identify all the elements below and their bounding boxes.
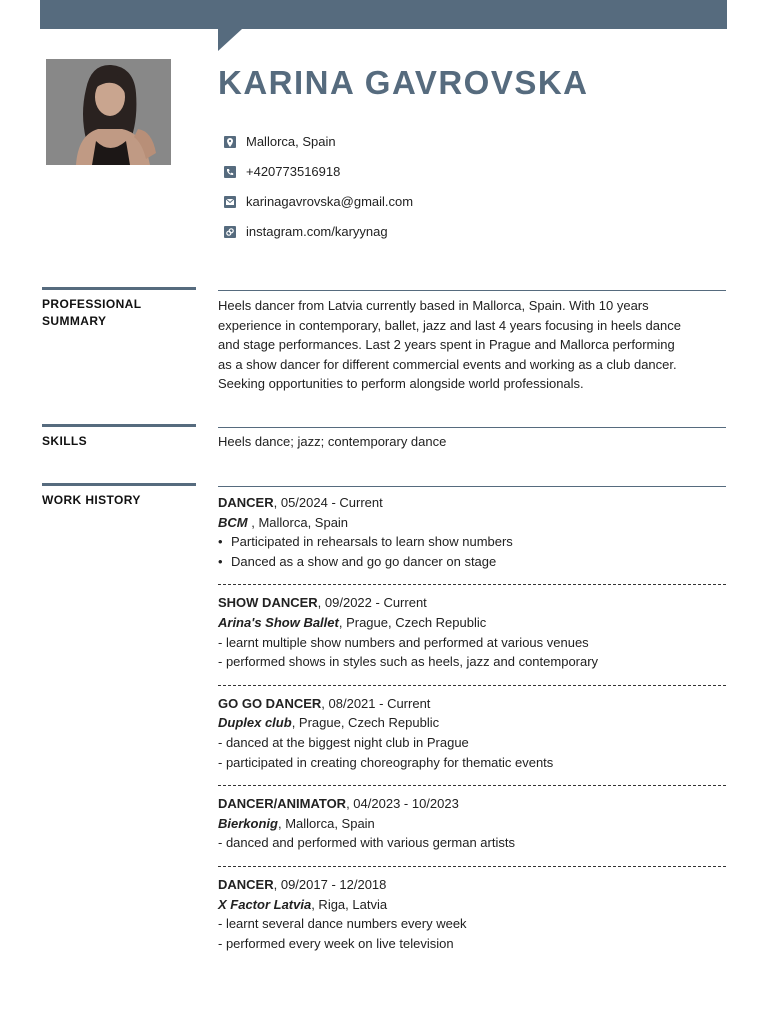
job-heading [218,593,726,613]
header-bar [40,0,727,29]
job-employer: Bierkonig [218,815,278,831]
job-heading [218,493,726,513]
summary-label-bar [42,287,196,290]
job-divider [218,584,726,585]
summary-line: as a show dancer for different commercial events and working as a club dancer. [218,356,677,372]
job-divider [218,785,726,786]
job-title: DANCER [218,495,274,510]
job-title: DANCER [218,876,274,892]
job-bullet-text: - learnt several dance numbers every week [218,916,467,932]
summary-line: Seeking opportunities to perform alongside world professionals. [218,376,584,391]
profile-photo [46,59,171,165]
job-employer-line [218,895,726,915]
job-location: , Mallorca, Spain [247,514,349,530]
contact-list [224,134,413,254]
job-bullet-text: - participated in creating choreography for thematic events [218,754,554,770]
job-employer: BCM [218,514,248,530]
link-icon [224,226,236,238]
job-bullet-text: - learnt multiple show numbers and performed at various venues [218,634,589,650]
job-dates: , 09/2022 - Current [317,595,427,611]
job-bullet-text: - performed every week on live television [218,935,454,951]
job-title: DANCER/ANIMATOR [218,796,347,812]
summary-divider [218,290,726,291]
job-bullet-text: Danced as a show and go go dancer on stage [231,553,497,569]
summary-heading-line2: SUMMARY [42,314,107,328]
job-entry [218,493,726,571]
job-heading [218,794,726,814]
work-history-list [218,493,726,953]
bullet-icon: • [218,553,223,569]
job-title: SHOW DANCER [218,595,318,611]
skills-divider [218,427,726,428]
job-entry [218,593,726,671]
job-dates: , 05/2024 - Current [273,495,383,510]
bullet-icon: • [218,534,223,550]
job-bullet-text: Participated in rehearsals to learn show numbers [231,534,513,550]
envelope-icon [224,196,236,208]
skills-label-bar [42,424,196,427]
contact-location [224,134,413,164]
job-location: , Riga, Latvia [311,896,388,912]
job-bullet-text: - danced at the biggest night club in Prague [218,734,469,750]
job-employer-line [218,513,726,533]
job-employer-line [218,713,726,733]
contact-website[interactable] [224,224,413,254]
contact-email[interactable] [224,194,413,224]
contact-phone [224,164,413,194]
job-location: , Prague, Czech Republic [338,614,487,630]
skills-heading: SKILLS [42,434,88,448]
job-bullet [218,552,726,572]
job-employer: Arina's Show Ballet [218,614,339,630]
job-employer-line [218,613,726,633]
header-notch [218,29,242,51]
summary-line: experience in contemporary, ballet, jazz and last 4 years focusing in heels dance [218,317,681,333]
job-bullet-text: - danced and performed with various german artists [218,835,515,851]
job-bullet-text: - performed shows in styles such as heels, jazz and contemporary [218,654,599,670]
job-heading [218,875,726,895]
summary-line: and stage performances. Last 2 years spent in Prague and Mallorca performing [218,337,675,352]
contact-phone-text: +420773516918 [246,164,341,179]
job-entry [218,875,726,953]
job-employer: Duplex club [218,715,292,731]
job-title: GO GO DANCER [218,695,322,711]
job-employer-line [218,814,726,834]
job-dates: , 08/2021 - Current [321,695,431,711]
work-label-bar [42,483,196,486]
job-divider [218,685,726,686]
job-heading [218,694,726,714]
candidate-name: KARINA GAVROVSKA [218,64,589,101]
summary-text [218,296,728,394]
job-bullet [218,532,726,552]
job-divider [218,866,726,867]
skills-text: Heels dance; jazz; contemporary dance [218,434,447,449]
job-location: , Mallorca, Spain [277,815,375,831]
summary-heading-line1: PROFESSIONAL [42,297,142,311]
summary-heading [42,296,192,330]
job-entry [218,694,726,772]
job-location: , Prague, Czech Republic [291,715,440,731]
summary-line: Heels dancer from Latvia currently based in Mallorca, Spain. With 10 years [218,298,649,313]
contact-location-text: Mallorca, Spain [246,134,336,149]
phone-icon [224,166,236,178]
job-dates: , 09/2017 - 12/2018 [273,876,387,892]
job-employer: X Factor Latvia [218,896,312,912]
contact-website-text[interactable]: instagram.com/karyynag [246,224,388,239]
job-entry [218,794,726,853]
contact-email-text[interactable]: karinagavrovska@gmail.com [246,194,414,209]
job-dates: , 04/2023 - 10/2023 [346,796,459,812]
work-heading: WORK HISTORY [42,493,141,507]
work-divider [218,486,726,487]
location-pin-icon [224,136,236,148]
